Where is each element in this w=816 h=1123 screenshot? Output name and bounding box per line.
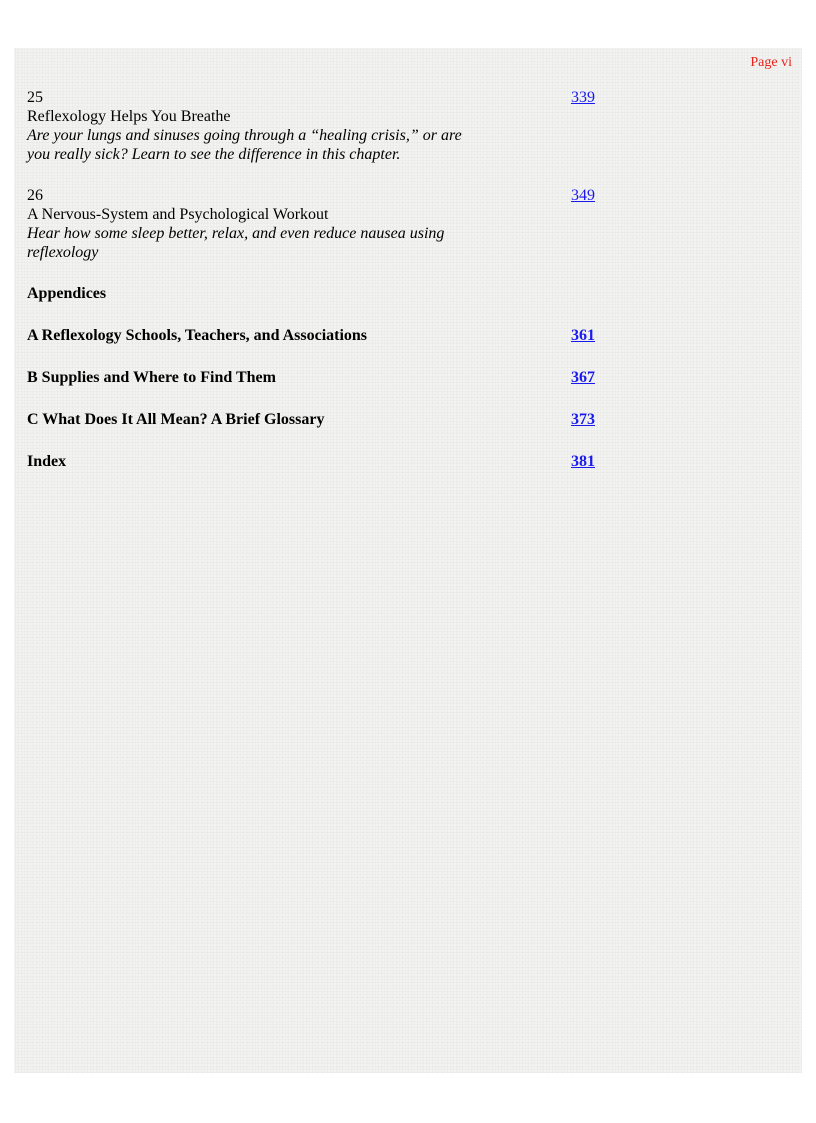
chapter-number: 26 xyxy=(27,187,43,204)
appendix-title: B Supplies and Where to Find Them xyxy=(27,369,276,386)
page-link-367[interactable]: 367 xyxy=(571,369,595,386)
appendix-title: A Reflexology Schools, Teachers, and Associations xyxy=(27,327,368,344)
page-link-349[interactable]: 349 xyxy=(571,187,595,204)
appendices-heading: Appendices xyxy=(27,285,107,302)
page-link-381[interactable]: 381 xyxy=(571,453,595,470)
chapter-title: A Nervous-System and Psychological Workout xyxy=(27,206,329,223)
page-link-339[interactable]: 339 xyxy=(571,89,595,106)
page-link-373[interactable]: 373 xyxy=(571,411,595,428)
toc-entry-appendix-a xyxy=(27,326,607,368)
toc-entry-appendix-b xyxy=(27,368,607,410)
toc-entry-index xyxy=(27,452,607,494)
chapter-title: Reflexology Helps You Breathe xyxy=(27,108,231,125)
page-link-361[interactable]: 361 xyxy=(571,327,595,344)
appendix-title: C What Does It All Mean? A Brief Glossary xyxy=(27,411,325,428)
chapter-description: Are your lungs and sinuses going through a “healing crisis,” or are you really sick? Learn to see the difference in this chapter. xyxy=(27,127,462,163)
page-number: Page vi xyxy=(750,55,792,70)
chapter-number: 25 xyxy=(27,89,43,106)
table-of-contents xyxy=(27,88,607,494)
toc-entry-chapter-26 xyxy=(27,186,607,284)
chapter-description: Hear how some sleep better, relax, and even reduce nausea using reflexology xyxy=(27,225,445,261)
toc-entry-appendix-c xyxy=(27,410,607,452)
index-title: Index xyxy=(27,453,67,470)
toc-entry-chapter-25 xyxy=(27,88,607,186)
